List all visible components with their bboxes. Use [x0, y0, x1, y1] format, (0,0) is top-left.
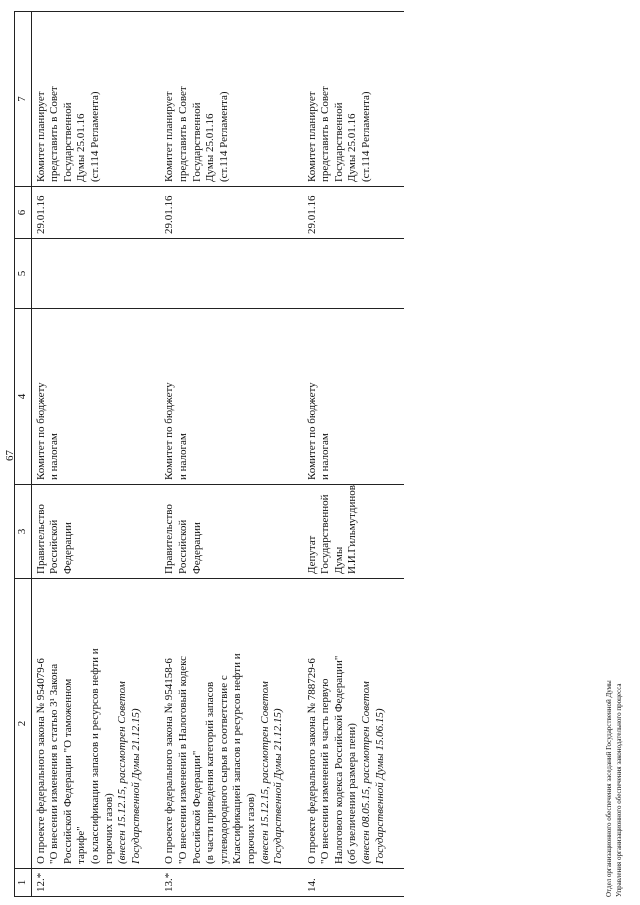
bill-text-line: О проекте федерального закона № 788729-6 — [305, 658, 318, 864]
row-number: 13.* — [160, 869, 288, 897]
column-5-cell — [160, 239, 288, 309]
plan-line: Думы 25.01.16 — [204, 113, 217, 182]
col-header-2: 2 — [15, 579, 32, 869]
bill-description — [303, 579, 391, 869]
spacer-cell — [289, 869, 303, 897]
column-5-cell — [31, 239, 146, 309]
spacer-cell — [289, 187, 303, 239]
date-cell: 29.01.16 — [31, 187, 146, 239]
plan-cell — [303, 12, 391, 187]
table-row — [31, 12, 146, 897]
plan-line: Комитет планирует — [305, 91, 318, 182]
row-number: 14. — [303, 869, 391, 897]
initiator-line: Российской — [176, 519, 189, 574]
bill-note-line: (внесен 15.12.15, рассмотрен Советом — [116, 681, 129, 864]
plan-line: представить в Совет — [48, 86, 61, 182]
initiator-line: Думы — [332, 546, 345, 574]
spacer-cell — [146, 579, 160, 869]
spacer-cell — [390, 869, 404, 897]
bill-text-line: горючих газов) — [244, 793, 257, 864]
table-row — [303, 12, 391, 897]
plan-line: Комитет планирует — [34, 91, 47, 182]
bill-text-line: горючих газов) — [102, 793, 115, 864]
plan-line: Думы 25.01.16 — [75, 113, 88, 182]
committee-line: Комитет по бюджету — [305, 382, 318, 480]
page-number: 67 — [4, 450, 16, 461]
bill-text-line: "О внесении изменений в часть первую — [319, 678, 332, 864]
initiator — [303, 485, 391, 579]
col-header-6: 6 — [15, 187, 32, 239]
initiator — [160, 485, 288, 579]
bill-note-line: (внесен 08.05.15, рассмотрен Советом — [360, 681, 373, 864]
initiator-line: Российской — [48, 519, 61, 574]
footer — [604, 680, 624, 897]
spacer-cell — [146, 485, 160, 579]
table-row — [160, 12, 288, 897]
spacer-cell — [390, 309, 404, 485]
table-body — [31, 12, 404, 897]
bill-text-line: (об увеличении размера пени) — [346, 723, 359, 864]
initiator-line: Правительство — [34, 504, 47, 574]
date-cell: 29.01.16 — [303, 187, 391, 239]
spacer-cell — [390, 579, 404, 869]
spacer-cell — [289, 12, 303, 187]
responsible-committee — [31, 309, 146, 485]
initiator-line: Депутат — [305, 535, 318, 574]
spacer-cell — [289, 579, 303, 869]
bill-text-line: "О внесении изменения в статью 3¹ Закона — [48, 663, 61, 864]
initiator-line: Правительство — [163, 504, 176, 574]
committee-line: и налогам — [176, 433, 189, 480]
bill-text-line: Налогового кодекса Российской Федерации" — [332, 655, 345, 864]
spacer-cell — [289, 309, 303, 485]
row-number: 12.* — [31, 869, 146, 897]
committee-line: и налогам — [319, 433, 332, 480]
bill-text-line: О проекте федерального закона № 954079-6 — [34, 658, 47, 864]
bill-text-line: (о классификации запасов и ресурсов нефти и — [88, 648, 101, 864]
row-spacer — [146, 12, 160, 897]
col-header-1: 1 — [15, 869, 32, 897]
bill-description — [31, 579, 146, 869]
plan-line: (ст.114 Регламента) — [360, 91, 373, 182]
initiator-line: Федерации — [61, 522, 74, 574]
committee-line: Комитет по бюджету — [163, 382, 176, 480]
initiator-line: И.И.Гильмутдинов — [346, 485, 359, 574]
bill-description — [160, 579, 288, 869]
row-spacer — [390, 12, 404, 897]
footer-line-2: Управления организационного обеспечения законодательного процесса — [615, 683, 623, 897]
committee-line: Комитет по бюджету — [34, 382, 47, 480]
date-cell: 29.01.16 — [160, 187, 288, 239]
agenda-table — [14, 11, 404, 897]
column-5-cell — [303, 239, 391, 309]
bill-text-line: Российской Федерации" — [190, 750, 203, 864]
plan-line: Государственной — [61, 102, 74, 182]
bill-text-line: тарифе" — [75, 826, 88, 864]
plan-line: Государственной — [190, 102, 203, 182]
initiator — [31, 485, 146, 579]
committee-line: и налогам — [48, 433, 61, 480]
spacer-cell — [289, 239, 303, 309]
spacer-cell — [146, 309, 160, 485]
col-header-7: 7 — [15, 12, 32, 187]
row-spacer — [289, 12, 303, 897]
col-header-3: 3 — [15, 485, 32, 579]
column-number-header — [15, 12, 32, 897]
plan-line: Комитет планирует — [163, 91, 176, 182]
bill-note-line: Государственной Думы 15.06.15) — [373, 708, 386, 864]
initiator-line: Государственной — [319, 494, 332, 574]
bill-text-line: Российской Федерации "О таможенном — [61, 678, 74, 864]
bill-text-line: Классификацией запасов и ресурсов нефти и — [231, 653, 244, 864]
spacer-cell — [390, 12, 404, 187]
bill-note-line: Государственной Думы 21.12.15) — [129, 708, 142, 864]
bill-text-line: (в части приведения категорий запасов — [204, 681, 217, 864]
bill-text-line: "О внесении изменений в Налоговый кодекс — [176, 655, 189, 864]
plan-line: Государственной — [332, 102, 345, 182]
spacer-cell — [390, 485, 404, 579]
plan-cell — [31, 12, 146, 187]
bill-text-line: О проекте федерального закона № 954158-6 — [163, 658, 176, 864]
plan-line: Думы 25.01.16 — [346, 113, 359, 182]
plan-line: (ст.114 Регламента) — [88, 91, 101, 182]
plan-line: представить в Совет — [319, 86, 332, 182]
col-header-5: 5 — [15, 239, 32, 309]
bill-text-line: углеводородного сырья в соответствие с — [217, 675, 230, 864]
spacer-cell — [146, 187, 160, 239]
responsible-committee — [303, 309, 391, 485]
plan-line: представить в Совет — [176, 86, 189, 182]
plan-line: (ст.114 Регламента) — [217, 91, 230, 182]
responsible-committee — [160, 309, 288, 485]
bill-note-line: (внесен 15.12.15, рассмотрен Советом — [258, 681, 271, 864]
spacer-cell — [289, 485, 303, 579]
col-header-4: 4 — [15, 309, 32, 485]
plan-cell — [160, 12, 288, 187]
spacer-cell — [146, 12, 160, 187]
spacer-cell — [146, 869, 160, 897]
initiator-line: Федерации — [190, 522, 203, 574]
footer-line-1: Отдел организационного обеспечения заседаний Государственной Думы — [605, 680, 613, 897]
spacer-cell — [146, 239, 160, 309]
spacer-cell — [390, 187, 404, 239]
bill-note-line: Государственной Думы 21.12.15) — [272, 708, 285, 864]
spacer-cell — [390, 239, 404, 309]
